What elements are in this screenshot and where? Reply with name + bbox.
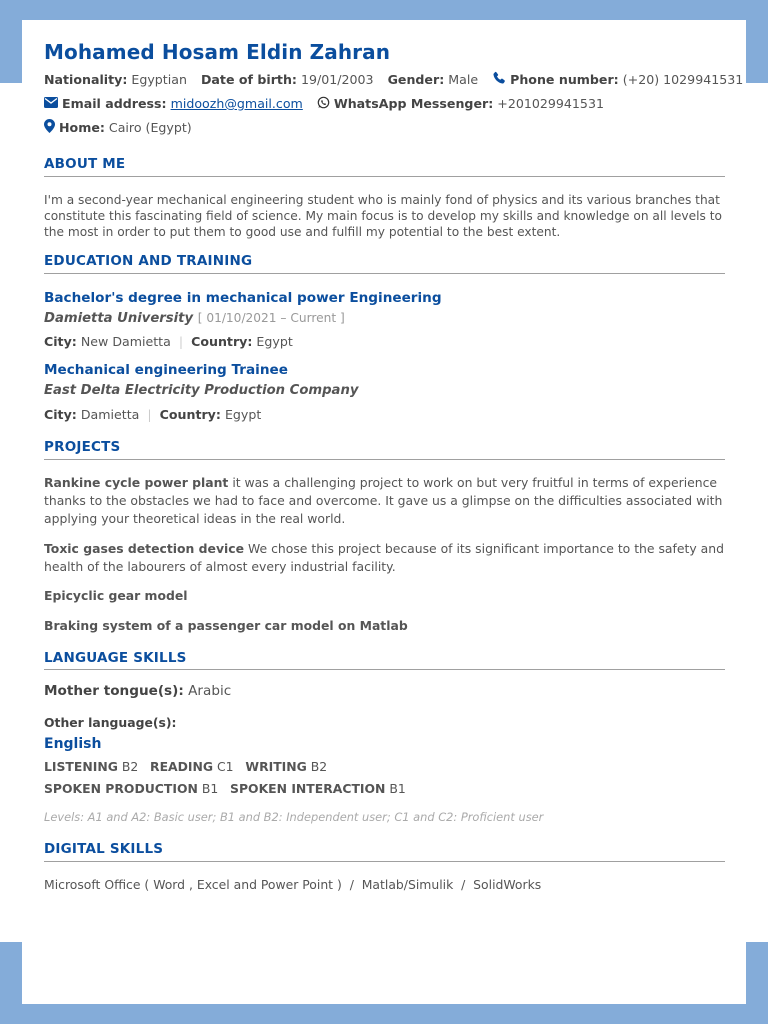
frame-left-bottom <box>0 942 22 1004</box>
phone-value: (+20) 1029941531 <box>622 72 744 87</box>
candidate-name: Mohamed Hosam Eldin Zahran <box>44 40 391 64</box>
education-date: [ 01/10/2021 – Current ] <box>197 311 345 325</box>
nationality-label: Nationality: <box>44 72 128 87</box>
mother-tongue <box>44 683 231 699</box>
section-divider <box>44 861 725 862</box>
section-divider <box>44 459 725 460</box>
gender-label: Gender: <box>387 72 445 87</box>
project-item <box>44 587 725 605</box>
spoken-production-level: B1 <box>201 781 219 796</box>
phone-label: Phone number: <box>510 72 619 87</box>
mother-tongue-label: Mother tongue(s): <box>44 683 184 699</box>
project-name: Toxic gases detection device <box>44 541 245 556</box>
language-levels-row <box>44 759 327 774</box>
project-item <box>44 617 725 635</box>
nationality-value: Egyptian <box>131 72 187 87</box>
country-value: Egypt <box>224 407 262 422</box>
writing-level: B2 <box>310 759 328 774</box>
separator: | <box>147 407 152 422</box>
home-label: Home: <box>59 120 105 135</box>
whatsapp-label: WhatsApp Messenger: <box>333 96 494 111</box>
education-org-name: Damietta University <box>44 311 194 326</box>
project-name: Braking system of a passenger car model on Matlab <box>44 618 408 633</box>
bottom-frame-bar <box>0 1004 768 1024</box>
digital-skills-text: Microsoft Office ( Word , Excel and Power Point ) / Matlab/Simulik / SolidWorks <box>44 877 542 892</box>
project-item <box>44 540 725 576</box>
section-title-digital: DIGITAL SKILLS <box>44 841 164 857</box>
project-description: We chose this project because of its significant importance to the safety and health of the labourers of almost every industrial facility. <box>44 541 724 574</box>
personal-info-row <box>44 72 743 89</box>
gender-value: Male <box>448 72 479 87</box>
project-name: Epicyclic gear model <box>44 588 188 603</box>
education-organization <box>44 311 345 326</box>
contact-row <box>44 96 604 113</box>
frame-right-bottom <box>746 942 768 1004</box>
section-title-about: ABOUT ME <box>44 156 126 172</box>
reading-level: C1 <box>217 759 234 774</box>
section-title-projects: PROJECTS <box>44 439 121 455</box>
mother-tongue-value: Arabic <box>188 683 232 699</box>
language-spoken-row <box>44 781 406 796</box>
spoken-production-label: SPOKEN PRODUCTION <box>44 781 198 796</box>
country-label: Country: <box>159 407 221 422</box>
section-divider <box>44 273 725 274</box>
about-text: I'm a second-year mechanical engineering student who is mainly fond of physics and its various branches that constitute this fascinating field of science. My main focus is to develop my skills and knowledge on all levels to the most in order to put them to good use and fulfill my potential to the best extent. <box>44 193 722 239</box>
city-label: City: <box>44 334 77 349</box>
country-value: Egypt <box>256 334 293 349</box>
education-location <box>44 334 293 349</box>
whatsapp-icon <box>317 96 330 112</box>
city-value: Damietta <box>80 407 140 422</box>
listening-label: LISTENING <box>44 759 118 774</box>
envelope-icon <box>44 96 58 111</box>
email-label: Email address: <box>62 96 167 111</box>
dob-label: Date of birth: <box>200 72 297 87</box>
project-description: it was a challenging project to work on but very fruitful in terms of experience thanks to the obstacles we had to face and overcome. It gave us a glimpse on the difficulties associated with applying your theoretical ideas in the real world. <box>44 475 723 526</box>
language-name: English <box>44 736 102 752</box>
home-value: Cairo (Egypt) <box>108 120 192 135</box>
reading-label: READING <box>150 759 214 774</box>
education-title: Bachelor's degree in mechanical power Engineering <box>44 290 442 306</box>
dob-value: 19/01/2003 <box>300 72 374 87</box>
frame-left-top <box>0 20 22 83</box>
listening-level: B2 <box>121 759 139 774</box>
separator: | <box>178 334 184 349</box>
section-title-languages: LANGUAGE SKILLS <box>44 650 187 666</box>
home-row <box>44 120 192 137</box>
project-item <box>44 474 725 528</box>
section-divider <box>44 176 725 177</box>
map-pin-icon <box>44 119 55 136</box>
city-value: New Damietta <box>80 334 171 349</box>
top-frame-bar <box>0 0 768 20</box>
section-title-education: EDUCATION AND TRAINING <box>44 253 253 269</box>
city-label: City: <box>44 407 77 422</box>
project-name: Rankine cycle power plant <box>44 475 229 490</box>
section-divider <box>44 669 725 670</box>
writing-label: WRITING <box>245 759 307 774</box>
training-org-name: East Delta Electricity Production Company <box>44 383 359 398</box>
whatsapp-value: +201029941531 <box>497 96 604 111</box>
country-label: Country: <box>191 334 253 349</box>
phone-icon <box>492 71 506 88</box>
other-languages-label: Other language(s): <box>44 715 177 730</box>
spoken-interaction-level: B1 <box>389 781 406 796</box>
training-organization <box>44 383 358 398</box>
levels-note: Levels: A1 and A2: Basic user; B1 and B2: Independent user; C1 and C2: Proficient user <box>44 810 544 824</box>
frame-right-top <box>746 20 768 83</box>
email-link[interactable]: midoozh@gmail.com <box>170 96 303 111</box>
spoken-interaction-label: SPOKEN INTERACTION <box>230 781 386 796</box>
training-location <box>44 407 261 422</box>
training-title: Mechanical engineering Trainee <box>44 362 288 378</box>
